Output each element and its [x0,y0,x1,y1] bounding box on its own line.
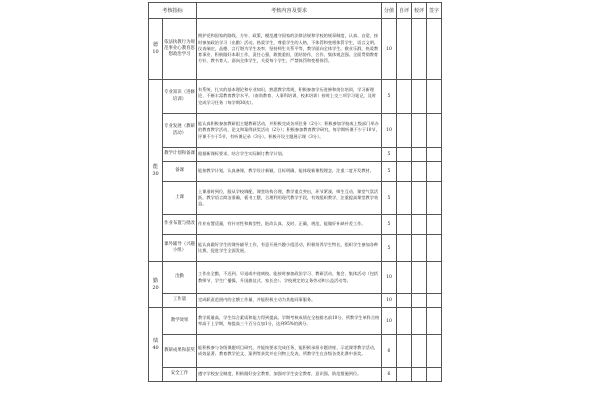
category-cell [149,262,163,308]
item-score: 5 [382,148,397,162]
table-row [149,162,442,182]
category-points: 20 [152,284,159,291]
header-indicator: 考核指标 [149,3,197,19]
signature-cell[interactable] [427,114,442,148]
table-row [149,80,442,114]
item-content: 能积极参与各级课题项目研究，并能按要求完成任务，能积极承担专题讲座、示范课等教学活动，成效显著。教育教学论文、案例等获奖并在刊物上发表，所教学生在各级各类比赛中获奖。 [197,335,382,368]
category-points: 10 [152,49,159,55]
header-signature: 签字 [427,3,442,19]
item-content: 能按教学计划，认真备课，教学设计新颖，目标明确，能体现新课程理念，注重二度开发教材。 [197,162,382,182]
signature-cell[interactable] [427,182,442,215]
table-row [149,19,442,80]
category-name: 能 [152,163,158,170]
evaluation-table [148,2,442,382]
category-points: 30 [152,170,159,177]
self-eval-cell[interactable] [397,294,412,308]
self-eval-cell[interactable] [397,19,412,80]
item-name: 教研成果和获奖 [163,335,197,368]
item-score: 5 [382,182,397,215]
self-eval-cell[interactable] [397,215,412,235]
school-eval-cell[interactable] [412,114,427,148]
category-name: 绩 [152,337,158,344]
item-name: 专业知识（进修培训） [163,80,197,114]
category-cell [149,19,163,80]
signature-cell[interactable] [427,235,442,262]
item-content: 遵守学校安全制度，积极做好安全教育，加强对学生安全教育，意识强，防范措施到位。 [197,368,382,382]
header-school-eval: 校评 [412,3,427,19]
item-content: 能认真积极参加教研组主题教研活动，并积极完成各项任务（2分）；积极参加学校或上级部门举办的教育教学活动，论文和案例获奖活动（2分）；积极参加教育教学研究，每学期听课不少于10节，评课不少于5节，有听课记录（3分）。积极开设主题展示课（3分）。 [197,114,382,148]
item-score: 10 [382,19,397,80]
header-content: 考核内容及要求 [197,3,382,19]
item-score: 6 [382,368,397,382]
category-name: 德 [152,42,158,48]
item-score: 10 [382,262,397,294]
category-name: 勤 [152,277,158,284]
self-eval-cell[interactable] [397,182,412,215]
self-eval-cell[interactable] [397,235,412,262]
school-eval-cell[interactable] [412,19,427,80]
item-name: 上课 [163,182,197,215]
school-eval-cell[interactable] [412,148,427,162]
self-eval-cell[interactable] [397,148,412,162]
self-eval-cell[interactable] [397,162,412,182]
school-eval-cell[interactable] [412,215,427,235]
table-row [149,368,442,382]
table-row [149,235,442,262]
self-eval-cell[interactable] [397,335,412,368]
table-row [149,114,442,148]
item-name: 备课 [163,162,197,182]
table-row [149,294,442,308]
signature-cell[interactable] [427,308,442,335]
signature-cell[interactable] [427,335,442,368]
signature-cell[interactable] [427,262,442,294]
signature-cell[interactable] [427,148,442,162]
item-score: 10 [382,294,397,308]
table-row [149,215,442,235]
school-eval-cell[interactable] [412,235,427,262]
item-content: 上课准时到位，服从学校调配，课堂结构合理，教学重点突出，环节紧凑，师生互动，课堂气氛活跃。教学语言简洁准确，板书工整，合理利用现代教学手段，有效组织教学，注重提高课堂教学效益。 [197,182,382,215]
item-score: 5 [382,215,397,235]
item-name: 专业发展（教研活动） [163,114,197,148]
self-eval-cell[interactable] [397,80,412,114]
table-row [149,335,442,368]
item-name: 作业布置与批改 [163,215,197,235]
item-name: 工作量 [163,294,197,308]
self-eval-cell[interactable] [397,262,412,294]
school-eval-cell[interactable] [412,335,427,368]
item-content: 工作出全勤，不迟到、早退或中途离校。能按时参加政治学习、教研活动、集会、集体活动（包括教师节、学生广播操、升国旗仪式、家长会）。学校规定的义务劳动和公益活动等。 [197,262,382,294]
item-score: 10 [382,308,397,335]
signature-cell[interactable] [427,19,442,80]
item-score: 6 [382,335,397,368]
header-row [149,3,442,19]
item-name: 出勤 [163,262,197,294]
item-content: 能认真做好学生的课外辅导工作，有意开展兴趣小组活动，积极培养学生特长，组织学生参加各种比赛，促进学生全面发展。 [197,235,382,262]
item-content: 完成职责范围内的全额工作量，并能积极主动为其他同事服务。 [197,294,382,308]
category-points: 40 [152,344,159,351]
category-cell [149,308,163,382]
table-row [149,308,442,335]
school-eval-cell[interactable] [412,162,427,182]
item-name: 教学效果 [163,308,197,335]
signature-cell[interactable] [427,162,442,182]
item-name: 安全工作 [163,368,197,382]
self-eval-cell[interactable] [397,114,412,148]
table-row [149,148,442,162]
school-eval-cell[interactable] [412,294,427,308]
item-name: 教学计划和备课 [163,148,197,162]
item-score: 5 [382,80,397,114]
signature-cell[interactable] [427,368,442,382]
self-eval-cell[interactable] [397,308,412,335]
item-score: 5 [382,235,397,262]
table-row [149,182,442,215]
school-eval-cell[interactable] [412,368,427,382]
self-eval-cell[interactable] [397,368,412,382]
evaluation-form [148,2,441,382]
item-name: 课外辅导（兴趣小组） [163,235,197,262]
item-content: 根据新课标要求，结合学生实际制订教学计划。 [197,148,382,162]
header-self-eval: 自评 [397,3,412,19]
signature-cell[interactable] [427,294,442,308]
item-content: 拥护党和国家的路线、方针、政策，模范遵守国家的法律法规和学校的规章制度，认真、自觉、按时参加政治学习（出勤）活动。热爱学生，尊重学生的人格，不体罚和变相体罚学生，语言文明，仪表端庄，品德、言行堪为学生表率，坚持师生关系平等，教学面向全体学生。敬业乐群，热爱教育事业，积极做好本职工作，责任心强，敢挑重担，团结协作，合作、集体观念强。全面贯彻教育方针，教书育人，面向全体学生，关爱每个学生，严禁体罚和变相体罚。 [197,19,382,80]
item-score: 5 [382,162,397,182]
header-score: 分值 [382,3,397,19]
signature-cell[interactable] [427,80,442,114]
item-content: 有系统、扎实的基本理论和专业知识，熟悉教学常规，积极参加学历进修和岗位培训，学习新理论、不断丰富教育教学水平。（南尚教育、人事科培训，校本培训）按时上交三项学习笔记，及时完成学习任务（每学期30次）。 [197,80,382,114]
school-eval-cell[interactable] [412,80,427,114]
school-eval-cell[interactable] [412,182,427,215]
school-eval-cell[interactable] [412,262,427,294]
table-row [149,262,442,294]
signature-cell[interactable] [427,215,442,235]
category-cell [149,80,163,262]
item-score: 10 [382,114,397,148]
item-content: 教学质量高，学生综合素质和能力得到提高。学期考核成绩在全校排名前10分，所教学生单科合格率高于上学期，每提高三个百分点加1分，达到95%的满分。 [197,308,382,335]
item-content: 作业布置适量，有针对性和典型性，批改认真、及时、正确，规范，能做好补缺补差工作。 [197,215,382,235]
school-eval-cell[interactable] [412,308,427,335]
item-name: 依法执教行为规范事业心教育思想政治学习 [163,19,197,80]
